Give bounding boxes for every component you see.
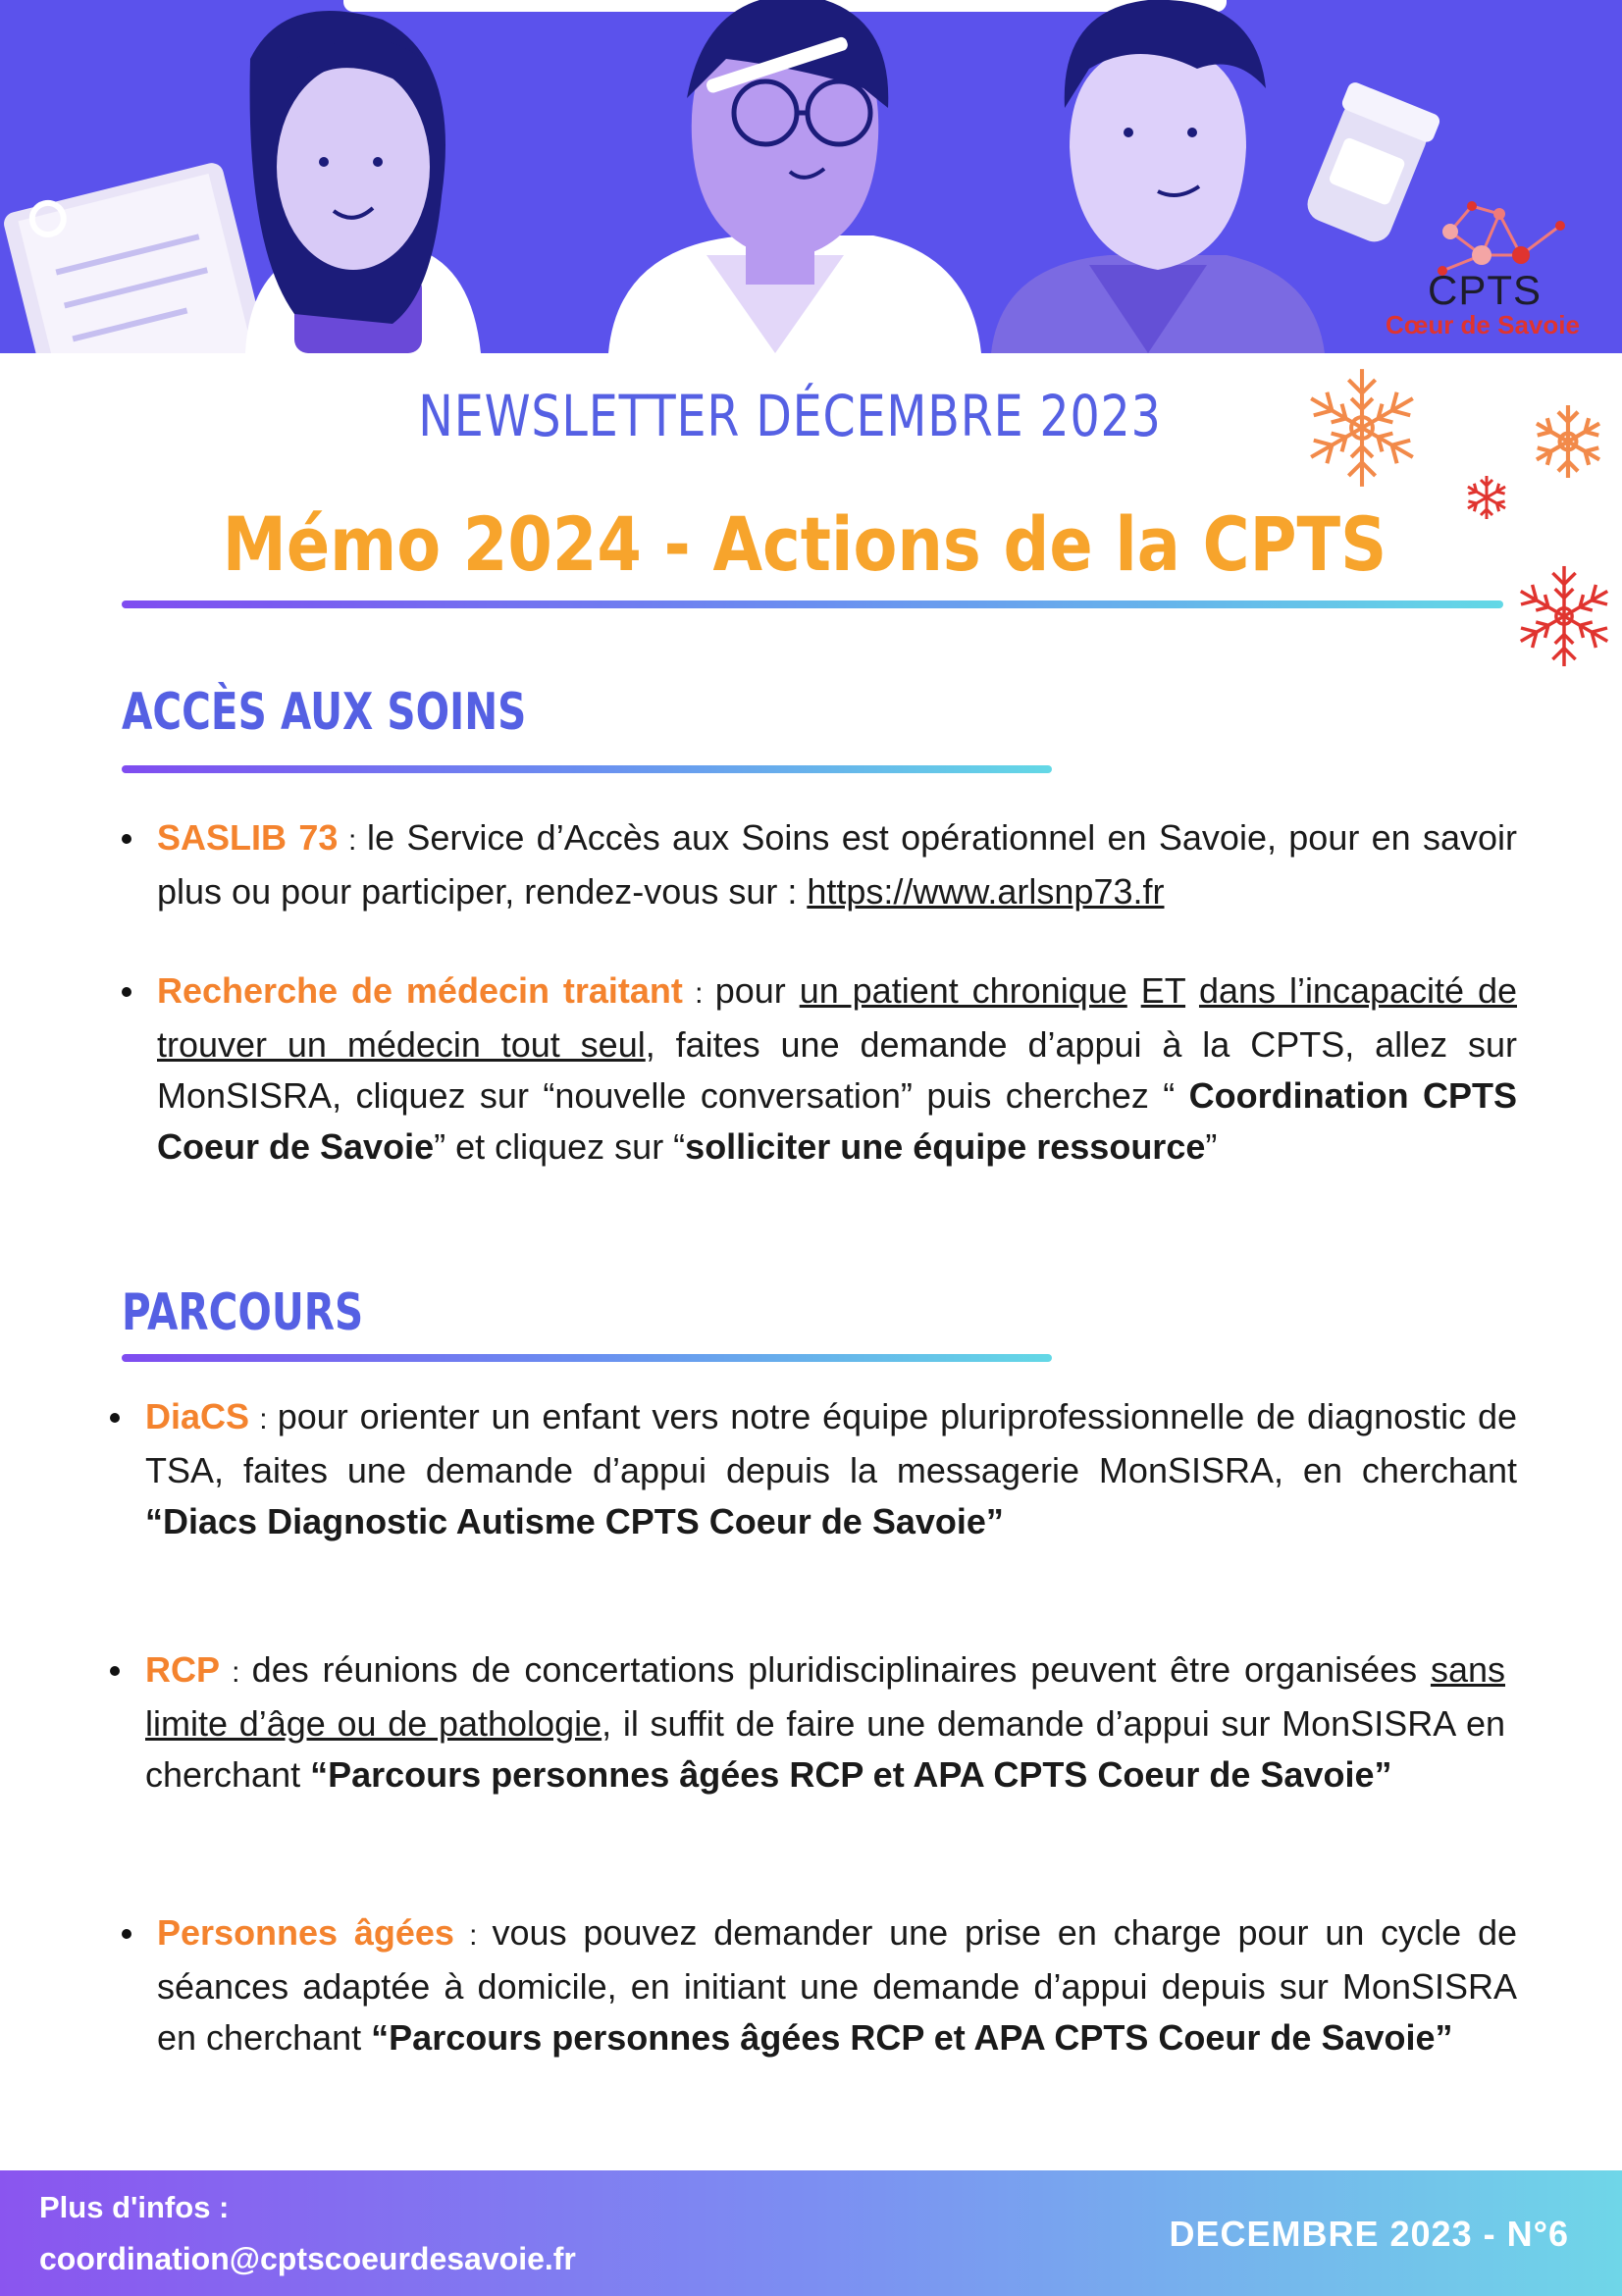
item-lead: DiaCS: [145, 1396, 250, 1436]
list-item-medecin-traitant: Recherche de médecin traitant : pour un patient chronique ET dans l’incapacité de trouver un médecin tout seul, faites une demande d’appui à la CPTS, allez sur MonSISRA, cliquez sur “nouvelle conversation” puis cherchez “ Coordination CPTS Coeur de Savoie” et cliquez sur “solliciter une équipe ressource”: [157, 965, 1517, 1173]
item-lead: SASLIB 73: [157, 817, 339, 858]
list-item-rcp: RCP : des réunions de concertations pluridisciplinaires peuvent être organisées sans limite d’âge ou de pathologie, il suffit de faire une demande d’appui sur MonSISRA en cherchant “Parcours personnes âgées RCP et APA CPTS Coeur de Savoie”: [145, 1644, 1505, 1800]
snowflake-icon: [1507, 559, 1621, 673]
footer-issue-number: DECEMBRE 2023 - N°6: [1169, 2214, 1569, 2254]
memo-title: Mémo 2024 - Actions de la CPTS: [222, 500, 1387, 588]
logo-text: CPTS: [1428, 267, 1543, 313]
title-divider: [122, 600, 1503, 608]
section-heading-parcours: PARCOURS: [122, 1283, 364, 1342]
item-lead: Personnes âgées: [157, 1912, 454, 1953]
list-item-saslib: SASLIB 73 : le Service d’Accès aux Soins est opérationnel en Savoie, pour en savoir plus ou pour participer, rendez-vous sur : https://www.arlsnp73.fr: [157, 812, 1517, 917]
snowflake-icon: [1527, 400, 1609, 483]
list-item-personnes-agees: Personnes âgées : vous pouvez demander une prise en charge pour un cycle de séances adaptée à domicile, en initiant une demande d’appui depuis sur MonSISRA en cherchant “Parcours personnes âgées RCP et APA CPTS Coeur de Savoie”: [157, 1907, 1517, 2063]
list-item-diacs: DiaCS : pour orienter un enfant vers notre équipe pluriprofessionnelle de diagnostic de TSA, faites une demande d’appui depuis la messagerie MonSISRA, en cherchant “Diacs Diagnostic Autisme CPTS Coeur de Savoie”: [145, 1391, 1517, 1547]
item-lead: RCP: [145, 1649, 221, 1690]
section-divider: [122, 1354, 1052, 1362]
section-divider: [122, 765, 1052, 773]
footer-info-label: Plus d'infos :: [39, 2190, 230, 2224]
logo-subtitle: Cœur de Savoie: [1386, 310, 1580, 339]
item-lead: Recherche de médecin traitant: [157, 970, 683, 1011]
section-heading-acces-aux-soins: ACCÈS AUX SOINS: [122, 683, 527, 742]
footer-email-link[interactable]: coordination@cptscoeurdesavoie.fr: [39, 2241, 576, 2276]
newsletter-title: NEWSLETTER DÉCEMBRE 2023: [418, 383, 1162, 449]
arlsnp73-link[interactable]: https://www.arlsnp73.fr: [807, 871, 1165, 912]
